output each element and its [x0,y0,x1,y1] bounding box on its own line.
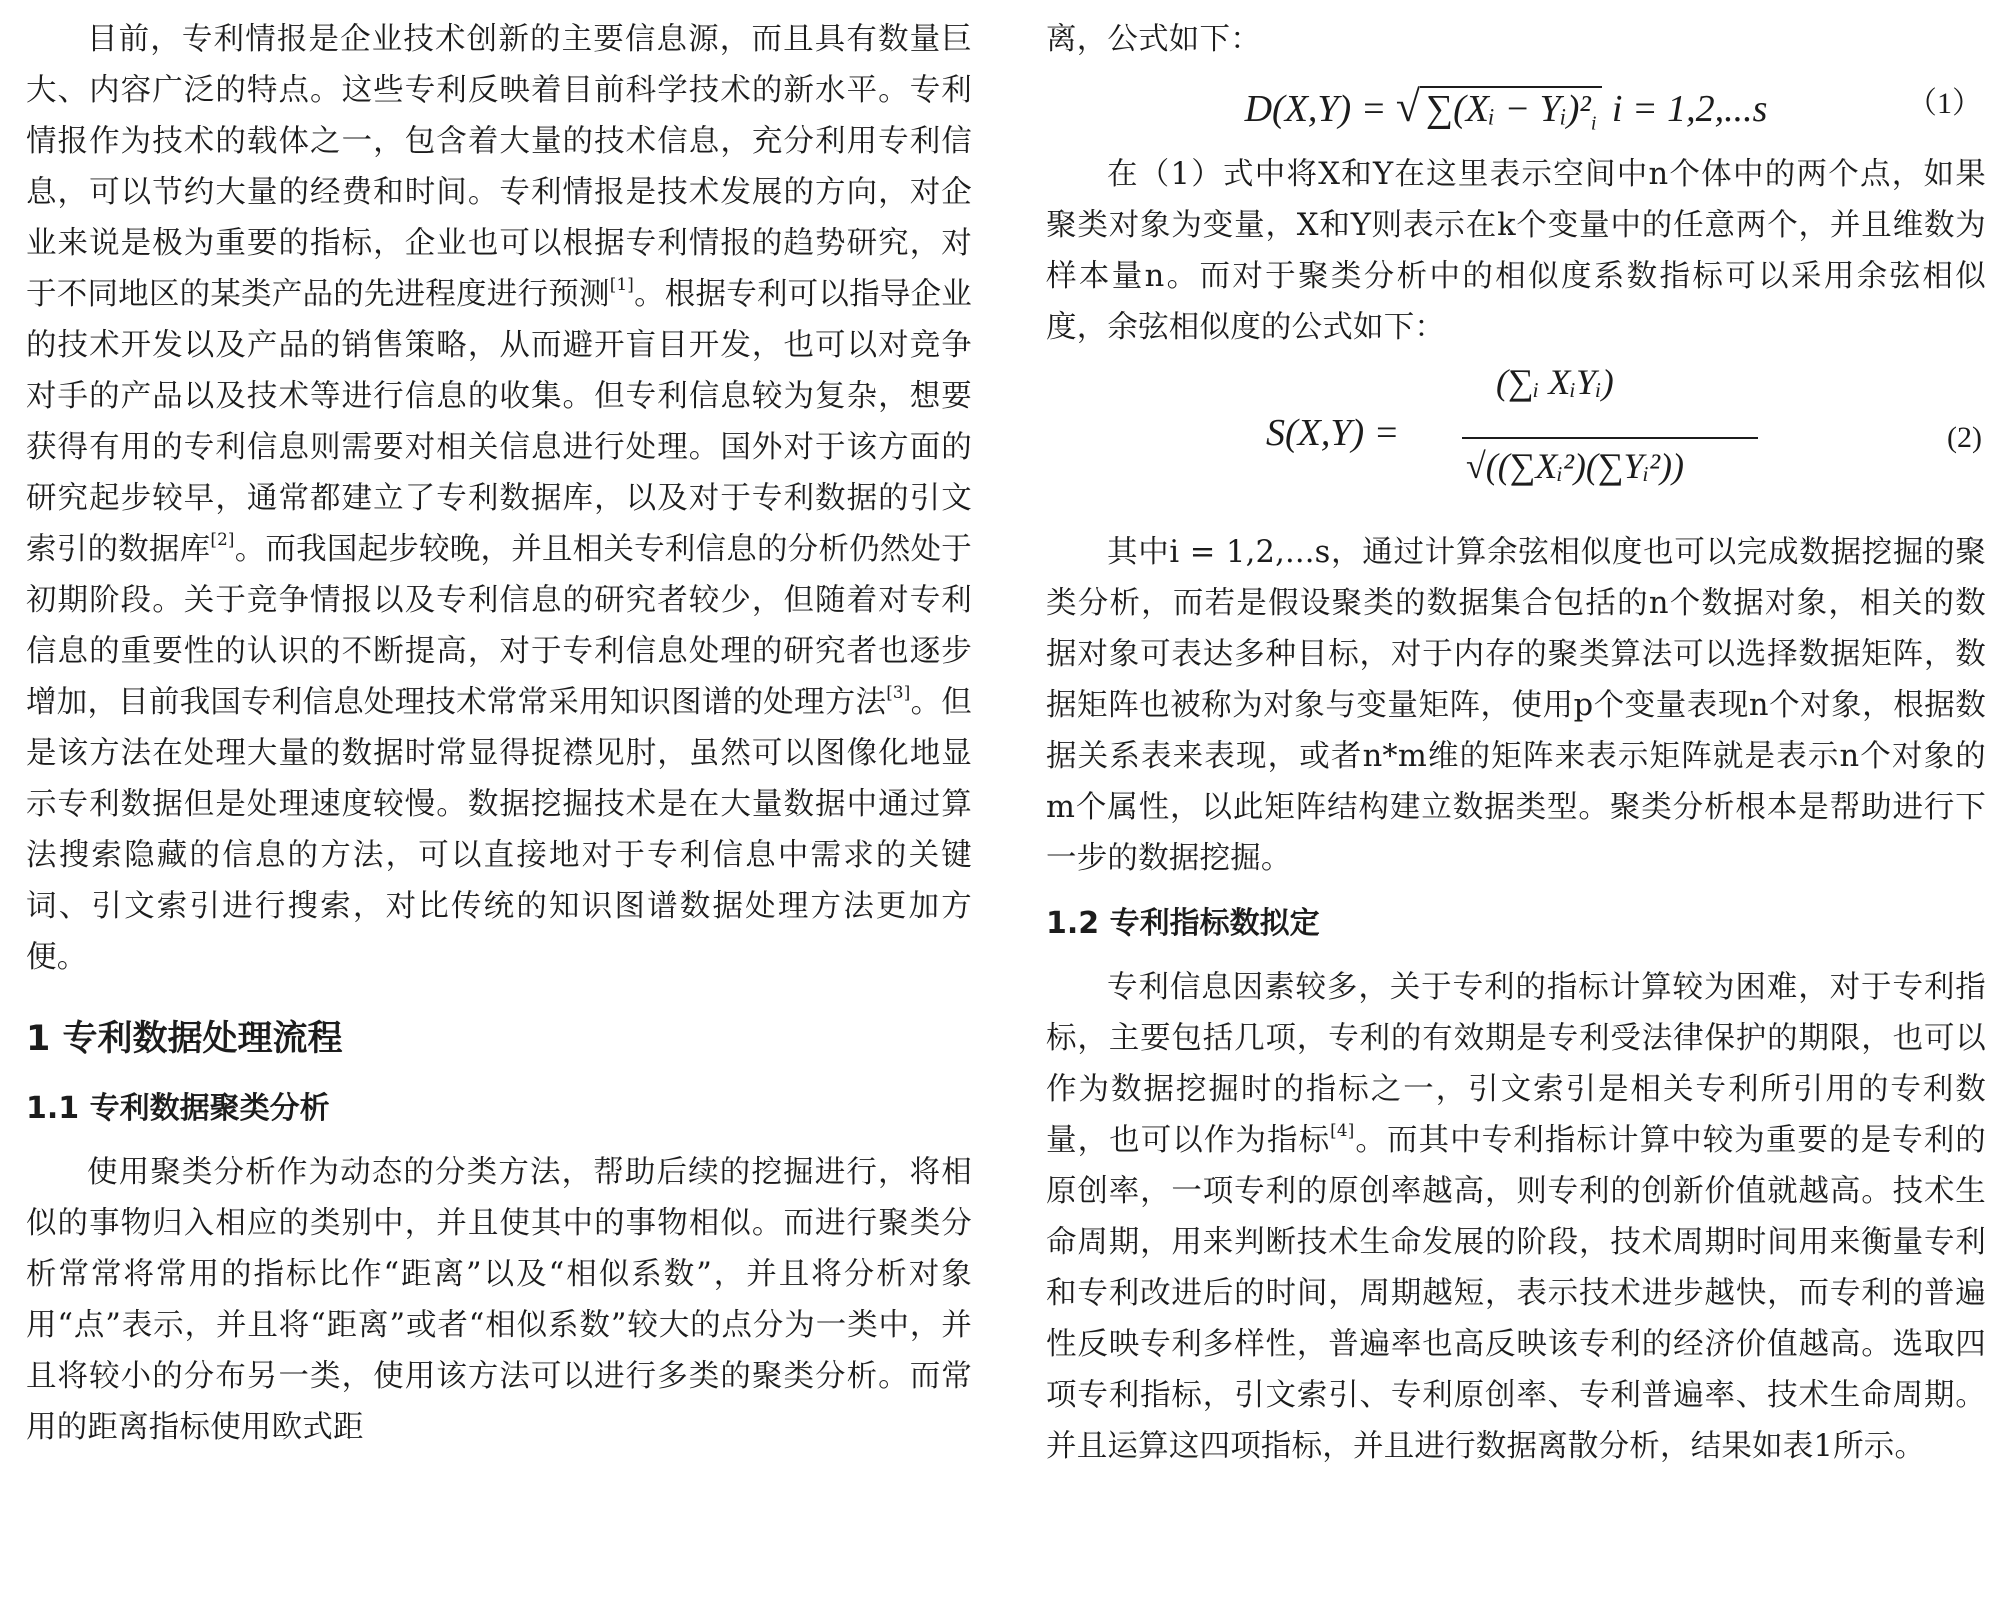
right-column [1046,14,1986,1472]
distance-explanation-paragraph: 在（1）式中将X和Y在这里表示空间中n个体中的两个点，如果聚类对象为变量，X和Y则表示在k个变量中的任意两个，并且维数为样本量n。而对于聚类分析中的相似度系数指标可以采用余弦相似度，余弦相似度的公式如下： [1046,157,1986,345]
indicator-paragraph [1046,962,1986,1472]
continued-paragraph: 离，公式如下： [1046,22,1261,57]
citation-1[interactable]: [1] [609,273,635,294]
intro-paragraph [26,14,972,983]
citation-3[interactable]: [3] [886,681,911,702]
text-run: 目前，专利情报是企业技术创新的主要信息源，而且具有数量巨大、内容广泛的特点。这些专利反映着目前科学技术的新水平。专利情报作为技术的载体之一，包含着大量的技术信息，充分利用专利信息，可以节约大量的经费和时间。专利情报是技术发展的方向，对企业来说是极为重要的指标，企业也可以根据专利情报的趋势研究，对于不同地区的某类产品的先进程度进行预测 [26,22,972,312]
equation-1 [1046,65,1986,149]
fraction-numerator: (∑ᵢ XᵢYᵢ) [1496,362,1614,402]
sum-index: i [1590,112,1597,135]
citation-4[interactable]: [4] [1330,1119,1355,1140]
clustering-paragraph: 使用聚类分析作为动态的分类方法，帮助后续的挖掘进行，将相似的事物归入相应的类别中，并且使其中的事物相似。而进行聚类分析常常将常用的指标比作“距离”以及“相似系数”，并且将分析对象用“点”表示，并且将“距离”或者“相似系数”较大的点分为一类中，并且将较小的分布另一类，使用该方法可以进行多类的聚类分析。而常用的距离指标使用欧式距 [26,1155,972,1445]
text-run: 专利信息因素较多，关于专利的指标计算较为困难，对于专利指标，主要包括几项，专利的有效期是专利受法律保护的期限，也可以作为数据挖掘时的指标之一，引文索引是相关专利所引用的专利数量，也可以作为指标 [1046,970,1986,1158]
cosine-explanation-paragraph: 其中i = 1,2,...s，通过计算余弦相似度也可以完成数据挖掘的聚类分析，而若是假设聚类的数据集合包括的n个数据对象，相关的数据对象可表达多种目标，对于内存的聚类算法可以选择数据矩阵，数据矩阵也被称为对象与变量矩阵，使用p个变量表现n个对象，根据数据关系表来表现，或者n*m维的矩阵来表示矩阵就是表示n个对象的m个属性，以此矩阵结构建立数据类型。聚类分析根本是帮助进行下一步的数据挖掘。 [1046,535,1986,876]
section-heading-1: 1 专利数据处理流程 [26,1019,343,1059]
text-run: 。但是该方法在处理大量的数据时常显得捉襟见肘，虽然可以图像化地显示专利数据但是处理速度较慢。数据挖掘技术是在大量数据中通过算法搜索隐藏的信息的方法，可以直接地对于专利信息中需求的关键词、引文索引进行搜索，对比传统的知识图谱数据处理方法更加方便。 [26,685,972,975]
citation-2[interactable]: [2] [210,528,235,549]
equation-2 [1046,353,1986,527]
formula-body: ∑(Xᵢ − Yᵢ)² [1426,88,1591,130]
text-run: 。而其中专利指标计算中较为重要的是专利的原创率，一项专利的原创率越高，则专利的创新价值就越高。技术生命周期，用来判断技术生命发展的阶段，技术周期时间用来衡量专利和专利改进后的时间，周期越短，表示技术进步越快，而专利的普遍性反映专利多样性，普遍率也高反映该专利的经济价值越高。选取四项专利指标，引文索引、专利原创率、专利普遍率、技术生命周期。并且运算这四项指标，并且进行数据离散分析，结果如表1所示。 [1046,1123,1986,1464]
equation-number-1: （1） [1907,87,1982,120]
euclidean-distance-formula [1216,65,1796,166]
equation-number-2: (2) [1947,421,1982,454]
formula-tail: i = 1,2,...s [1611,88,1768,130]
text-run: 。而我国起步较晚，并且相关专利信息的分析仍然处于初期阶段。关于竞争情报以及专利信息的研究者较少，但随着对专利信息的重要性的认识的不断提高，对于专利信息处理的研究者也逐步增加，目前我国专利信息处理技术常常采用知识图谱的处理方法 [26,532,972,720]
fraction-bar [1462,437,1758,439]
subsection-heading-1-2: 1.2 专利指标数拟定 [1046,906,1320,941]
formula-lhs: S(X,Y) = [1266,412,1400,454]
fraction-denominator: √((∑Xᵢ²)(∑Yᵢ²)) [1466,446,1685,486]
subsection-heading-1-1: 1.1 专利数据聚类分析 [26,1091,330,1126]
text-run: 。根据专利可以指导企业的技术开发以及产品的销售策略，从而避开盲目开发，也可以对竞争对手的产品以及技术等进行信息的收集。但专利信息较为复杂，想要获得有用的专利信息则需要对相关信息进行处理。国外对于该方面的研究起步较早，通常都建立了专利数据库，以及对于专利数据的引文索引的数据库 [26,277,972,567]
left-column [26,14,972,1453]
formula-lhs: D(X,Y) = [1244,88,1387,130]
cosine-similarity-formula [1266,353,1786,527]
sqrt-symbol: √ [1395,82,1421,131]
radicand [1420,86,1602,135]
